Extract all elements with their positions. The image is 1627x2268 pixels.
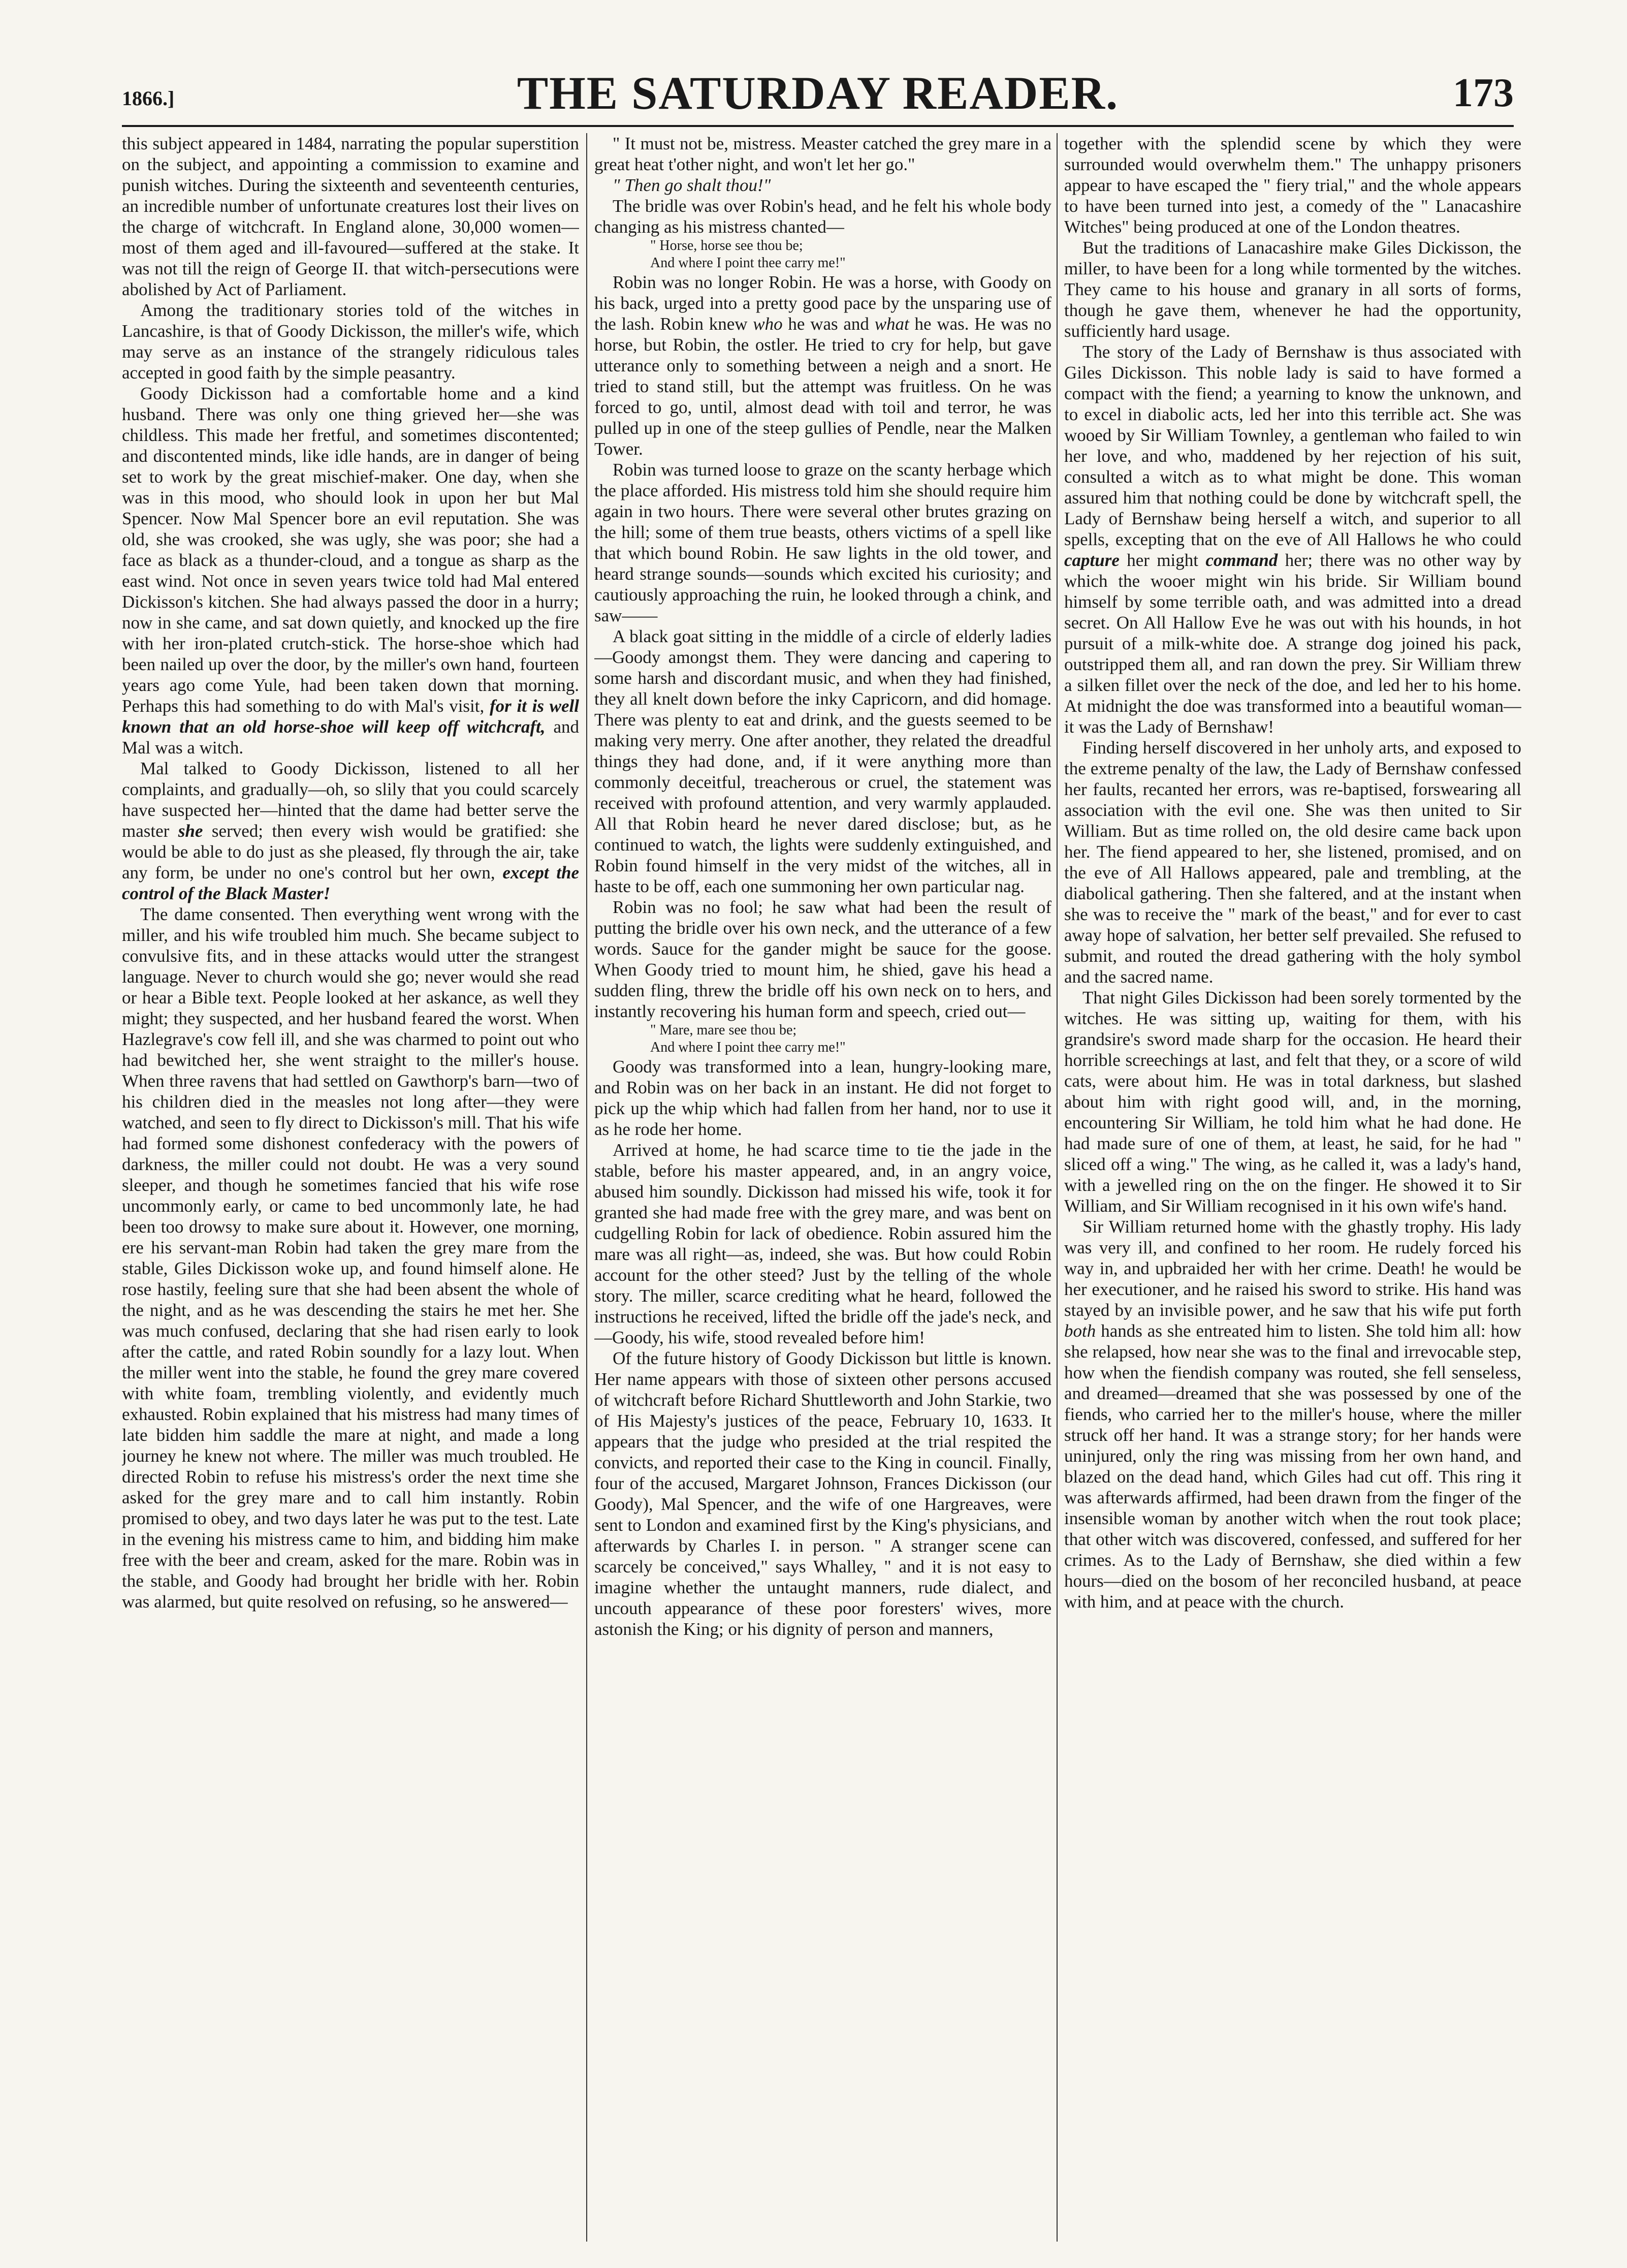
- text-run: Robin was no longer Robin. He was a horse, with Goody on his back, urged into a pretty good pace by the unsparing use of the lash. Robin knew: [594, 272, 1051, 334]
- verse-line: " Mare, mare see thou be;: [650, 1022, 797, 1038]
- text-run: he was and: [788, 314, 869, 334]
- paragraph: Goody was transformed into a lean, hungry-looking mare, and Robin was on her back in an instant. He did not forget to pick up the whip which had fallen from her hand, nor to use it as he rode her home.: [594, 1057, 1051, 1139]
- paragraph: Arrived at home, he had scarce time to tie the jade in the stable, before his master appeared, and, in an angry voice, abused him soundly. Dickisson had missed his wife, took it for granted she had made free with the grey mare, and was bent on cudgelling Robin for lack of obedience. Robin assured him the mare was all right—as, indeed, she was. But how could Robin account for the other steed? Just by the telling of the whole story. The miller, scarce crediting what he heard, followed the instructions he received, lifted the bridle off the jade's neck, and—Goody, his wife, stood revealed before him!: [594, 1140, 1051, 1347]
- italic-run: for it is well known that an old horse-shoe will keep off witchcraft,: [122, 696, 579, 737]
- paragraph: this subject appeared in 1484, narrating the popular superstition on the subject, and appointing a commission to examine and punish witches. During the sixteenth and seventeenth centuries, an incredible number of unfortunate creatures lost their lives on the charge of witchcraft. In England alone, 30,000 women—most of them aged and ill-favoured—suffered at the stake. It was not till the reign of George II. that witch-persecutions were abolished by Act of Parliament.: [122, 134, 579, 299]
- italic-run: she: [178, 821, 203, 841]
- italic-run: who: [753, 314, 783, 334]
- italic-run: except the control of the Black Master!: [122, 863, 579, 903]
- verse: [594, 1022, 1051, 1056]
- text-run: her might: [1127, 550, 1199, 570]
- paragraph: [1064, 341, 1521, 737]
- publication-title: THE SATURDAY READER.: [517, 67, 1119, 119]
- paragraph: Robin was no fool; he saw what had been the result of putting the bridle over his own neck, and the utterance of a few words. Sauce for the gander might be sauce for the goose. When Goody tried to mount him, he shied, gave his head a sudden fling, threw the bridle off his own neck on to hers, and instantly recovering his human form and speech, cried out—: [594, 897, 1051, 1021]
- text-run: Goody Dickisson had a comfortable home and a kind husband. There was only one thing grieved her—she was childless. This made her fretful, and sometimes discontented; and discontented minds, like idle hands, are in danger of being set to work by the great mischief-maker. One day, when she was in this mood, who should look in upon her but Mal Spencer. Now Mal Spencer bore an evil reputation. She was old, she was crooked, she was ugly, she was poor; she had a face as black as a thunder-cloud, and a tongue as sharp as the east wind. Not once in seven years twice told had Mal entered Dickisson's kitchen. She had always passed the door in a hurry; now in she came, and sat down quietly, and knocked up the fire with her iron-plated crutch-stick. The horse-shoe which had been nailed up over the door, by the miller's own hand, fourteen years ago come Yule, had been taken down that morning. Perhaps this had something to do with Mal's visit,: [122, 384, 579, 716]
- paragraph: Finding herself discovered in her unholy arts, and exposed to the extreme penalty of the law, the Lady of Bernshaw confessed her faults, recanted her errors, was re-baptised, forswearing all association with the evil one. She was then united to Sir William. But as time rolled on, the old desire came back upon her. The fiend appeared to her, she listened, promised, and on the eve of All Hallows appeared, pale and trembling, at the diabolical gathering. Then she faltered, and at the instant when she was to receive the " mark of the beast," and for ever to cast away hope of salvation, her better self prevailed. She refused to submit, and routed the dread gathering with the holy symbol and the sacred name.: [1064, 738, 1521, 987]
- paragraph: [1064, 1216, 1521, 1612]
- text-run: Mal talked to Goody Dickisson, listened to all her complaints, and gradually—oh, so slily that you could scarcely have suspected her—hinted that the dame had better serve the master: [122, 759, 579, 841]
- verse-line: And where I point thee carry me!": [650, 255, 846, 271]
- header-year: 1866.]: [122, 87, 175, 110]
- paragraph: [122, 758, 579, 904]
- text-run: her; there was no other way by which the wooer might win his bride. Sir William bound himself by some terrible oath, and was admitted into a dread secret. On All Hallow Eve he was out with his hounds, in hot pursuit of a milk-white doe. A strange dog joined his pack, outstripped them all, and ran down the prey. Sir William threw a silken fillet over the neck of the doe, and led her to his home. At midnight the doe was transformed into a beautiful woman—it was the Lady of Bernshaw!: [1064, 550, 1521, 737]
- paragraph: together with the splendid scene by which they were surrounded would overwhelm them." The unhappy prisoners appear to have escaped the " fiery trial," and the whole appears to have been turned into jest, a comedy of the " Lanacashire Witches" being produced at one of the London theatres.: [1064, 134, 1521, 237]
- italic-run: command: [1205, 550, 1278, 570]
- paragraph: " Then go shalt thou!": [613, 175, 771, 195]
- verse-line: And where I point thee carry me!": [650, 1040, 846, 1055]
- italic-run: both: [1064, 1321, 1096, 1341]
- paragraph: Among the traditionary stories told of the witches in Lancashire, is that of Goody Dickisson, the miller's wife, which may serve as an instance of the strangely ridiculous tales accepted in good faith by the simple peasantry.: [122, 300, 579, 383]
- italic-run: what: [874, 314, 909, 334]
- text-column-3: [1064, 133, 1521, 2242]
- paragraph: Robin was turned loose to graze on the scanty herbage which the place afforded. His mistress told him she should require him again in two hours. There were several other brutes grazing on the hill; some of them true beasts, others victims of a spell like that which bound Robin. He saw lights in the old tower, and heard strange sounds—sounds which excited his curiosity; and cautiously approaching the ruin, he looked through a chink, and saw——: [594, 460, 1051, 625]
- paragraph: [122, 383, 579, 758]
- paragraph: That night Giles Dickisson had been sorely tormented by the witches. He was sitting up, waiting for them, with his grandsire's sword made sharp for the occasion. He heard their horrible screechings at last, and felt that they, or a score of wild cats, were about him. He was in total darkness, but slashed about him with right good will, and, in the morning, encountering Sir William, he told him what he had done. He had made sure of one of them, at least, he said, for he had " sliced off a wing." The wing, as he called it, was a lady's hand, with a jewelled ring on the on the finger. He showed it to Sir William, and Sir William recognised in it his own wife's hand.: [1064, 988, 1521, 1216]
- text-run: Sir William returned home with the ghastly trophy. His lady was very ill, and confined to her room. He rudely forced his way in, and upbraided her with her crime. Death! he would be her executioner, and he raised his sword to strike. His hand was stayed by an invisible power, and he saw that his wife put forth: [1064, 1217, 1521, 1320]
- paragraph: The bridle was over Robin's head, and he felt his whole body changing as his mistress chanted—: [594, 196, 1051, 237]
- header-rule: [122, 125, 1514, 127]
- page-header: [122, 51, 1514, 127]
- text-run: and Mal was a witch.: [122, 717, 579, 758]
- text-run: The story of the Lady of Bernshaw is thus associated with Giles Dickisson. This noble lady is said to have formed a compact with the fiend; a yearning to know the unknown, and to excel in diabolic acts, led her into this terrible act. She was wooed by Sir William Townley, a gentleman who failed to win her love, and who, maddened by her rejection of his suit, consulted a witch as to what might be done. This woman assured him that nothing could be done by witchcraft spell, the Lady of Bernshaw being herself a witch, and superior to all spells, excepting that on the eve of All Hallows he who could: [1064, 342, 1521, 549]
- page-number: 173: [1453, 71, 1514, 115]
- column-divider: [1057, 133, 1058, 2242]
- text-column-1: [122, 133, 579, 2242]
- paragraph: The dame consented. Then everything went wrong with the miller, and his wife troubled him much. She became subject to convulsive fits, and in these attacks would utter the strangest language. Never to church would she go; never would she read or hear a Bible text. People looked at her askance, as well they might; they suspected, and her husband feared the worst. When Hazlegrave's cow fell ill, and she was charmed to point out who had bewitched her, she went straight to the miller's house. When three ravens that had settled on Gawthorp's barn—two of his children died in the measles not long after—they were watched, and seen to fly direct to Dickisson's mill. That his wife had formed some dishonest confederacy with the powers of darkness, the miller could not doubt. He was a very sound sleeper, and though he sometimes fancied that his wife rose uncommonly early, or came to bed uncommonly late, he had been too drowsy to make sure about it. However, one morning, ere his servant-man Robin had taken the grey mare from the stable, Giles Dickisson woke up, and found himself alone. He rose hastily, feeling sure that she had been absent the whole of the night, and as he was descending the stairs he met her. She was much confused, declaring that she had risen early to look after the cattle, and rated Robin soundly for a lazy lout. When the miller went into the stable, he found the grey mare covered with white foam, trembling violently, and evidently much exhausted. Robin explained that his mistress had many times of late bidden him saddle the mare at night, and made a long journey he knew not where. The miller was much troubled. He directed Robin to refuse his mistress's order the next time she asked for the grey mare and to call him instantly. Robin promised to obey, and two days later he was put to the test. Late in the evening his mistress came to him, and bidding him make free with the beer and cream, asked for the mare. Robin was in the stable, and Goody had brought her bridle with her. Robin was alarmed, but quite resolved on refusing, so he answered—: [122, 904, 579, 1612]
- text-column-2: [594, 133, 1051, 2242]
- text-run: served; then every wish would be gratified: she would be able to do just as she pleased, fly through the air, take any form, be under no one's control but her own,: [122, 821, 579, 883]
- italic-run: capture: [1064, 550, 1120, 570]
- paragraph: Of the future history of Goody Dickisson but little is known. Her name appears with those of sixteen other persons accused of witchcraft before Richard Shuttleworth and John Starkie, two of His Majesty's justices of the peace, February 10, 1633. It appears that the judge who presided at the trial respited the convicts, and reported their case to the King in council. Finally, four of the accused, Margaret Johnson, Frances Dickisson (our Goody), Mal Spencer, and the wife of one Hargreaves, were sent to London and examined first by the King's physicians, and afterwards by Charles I. in person. " A stranger scene can scarcely be conceived," says Whalley, " and it is not easy to imagine whether the untaught manners, rude dialect, and uncouth appearance of these poor foresters' wives, more astonish the King; or his dignity of person and manners,: [594, 1348, 1051, 1639]
- column-divider: [586, 133, 587, 2242]
- paragraph: But the traditions of Lanacashire make Giles Dickisson, the miller, to have been for a long while tormented by the witches. They came to his house and granary in all sorts of forms, though he gave them, whenever he had the opportunity, sufficiently hard usage.: [1064, 238, 1521, 341]
- paragraph: A black goat sitting in the middle of a circle of elderly ladies—Goody amongst them. They were dancing and capering to some harsh and discordant music, and when they had finished, they all knelt down before the inky Capricorn, and did homage. There was plenty to eat and drink, and the guests seemed to be making very merry. One after another, they related the dreadful things they had done, and, if it were anything more than commonly deceitful, treacherous or cruel, the statement was received with profound attention, and very warmly applauded. All that Robin heard he never dared disclose; but, as he continued to watch, the lights were suddenly extinguished, and Robin found himself in the very midst of the witches, all in haste to be off, each one summoning her own particular nag.: [594, 626, 1051, 896]
- paragraph: " It must not be, mistress. Measter catched the grey mare in a great heat t'other night, and won't let her go.": [594, 134, 1051, 174]
- text-run: hands as she entreated him to listen. She told him all: how she relapsed, how near she was to the final and irrevocable step, how when the fiendish company was routed, she fell senseless, and dreamed—dreamed that she was possessed by one of the fiends, who carried her to the miller's house, where the miller struck off her hand. It was a strange story; for her hands were uninjured, only the ring was missing from her own hand, and blazed on the dead hand, which Giles had cut off. This ring it was afterwards affirmed, had been drawn from the finger of the insensible woman by another witch when the rout took place; that other witch was discovered, confessed, and suffered for her crimes. As to the Lady of Bernshaw, she died within a few hours—died on the bosom of her reconciled husband, at peace with him, and at peace with the church.: [1064, 1321, 1521, 1612]
- paragraph: [594, 272, 1051, 459]
- verse-line: " Horse, horse see thou be;: [650, 238, 803, 254]
- text-run: he was. He was no horse, but Robin, the ostler. He tried to cry for help, but gave utterance only to something between a neigh and a snort. He tried to stand still, but the attempt was fruitless. On he was forced to go, until, almost dead with toil and terror, he was pulled up in one of the steep gullies of Pendle, near the Malken Tower.: [594, 314, 1051, 459]
- verse: [594, 237, 1051, 272]
